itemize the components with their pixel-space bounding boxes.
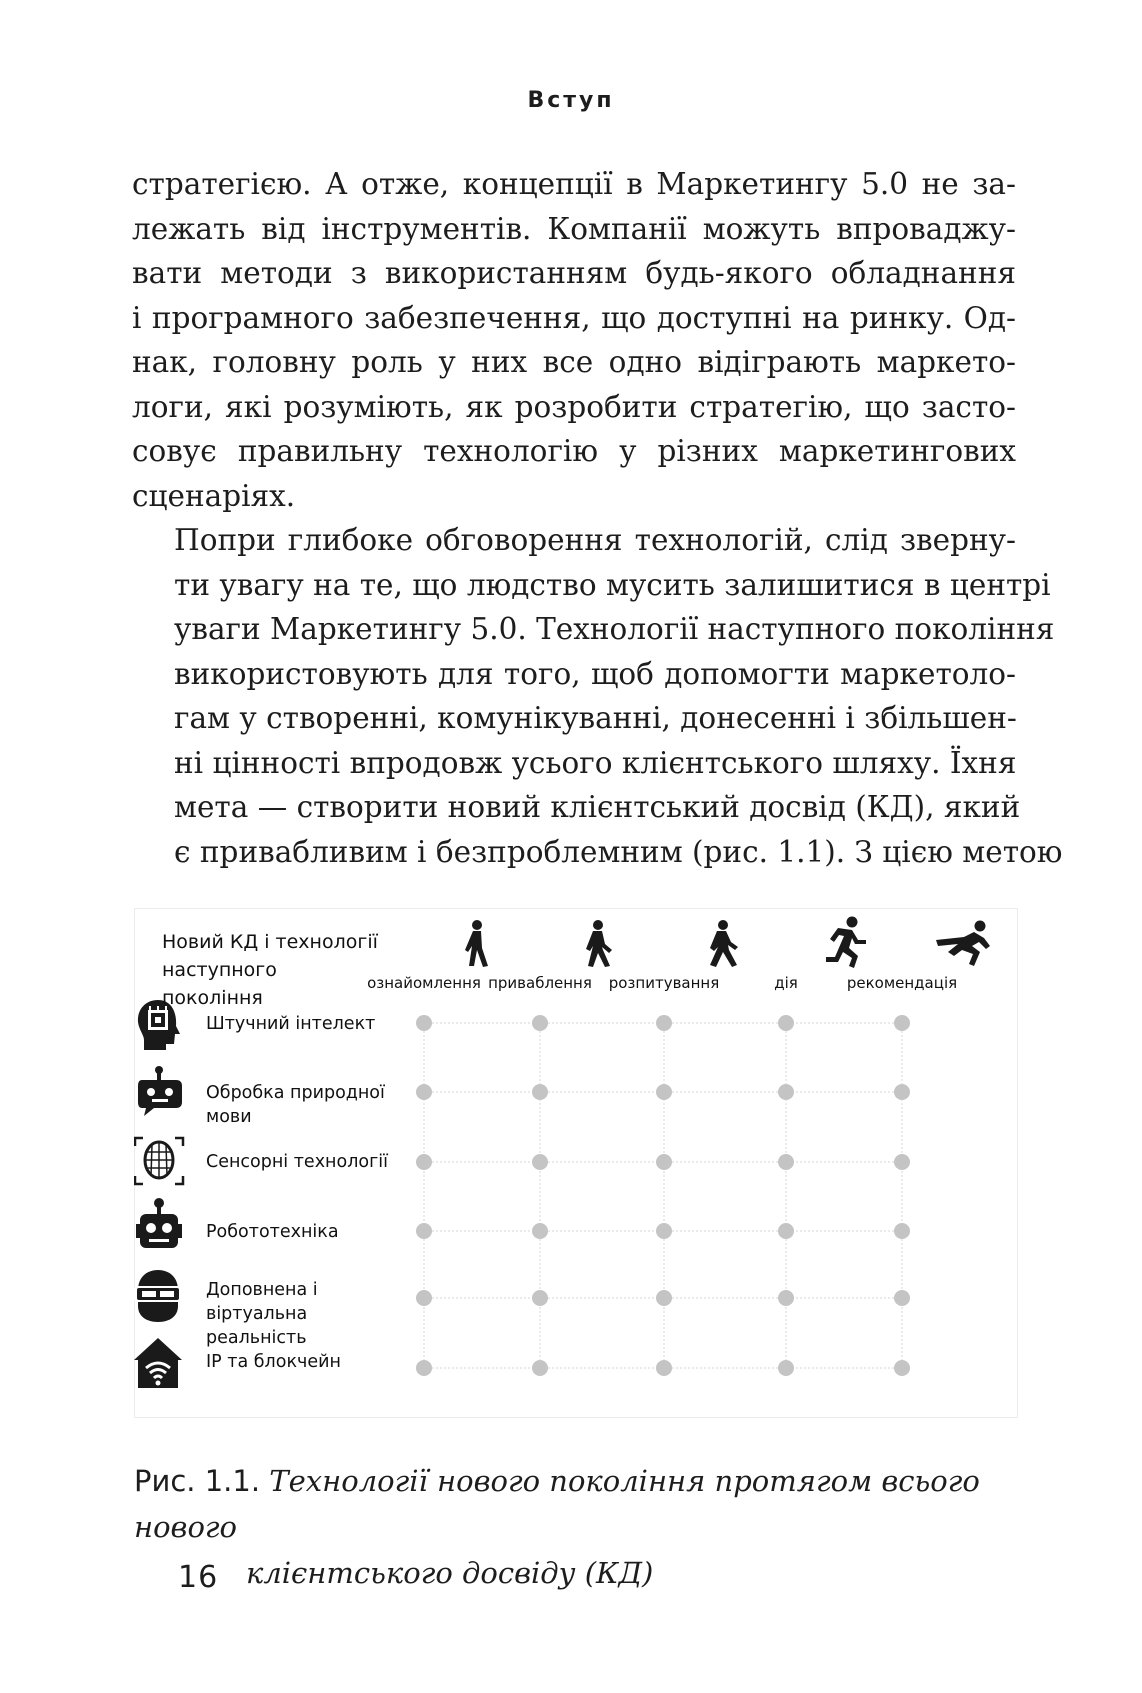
text-line: мета — створити новий клієнтський досвід (КД), який (174, 790, 1021, 824)
figure-technology-matrix (134, 908, 1018, 1418)
figure-title: Новий КД і технології наступного покоління (162, 931, 378, 1009)
text-line: гам у створенні, комунікуванні, донесенні і збільшен- (174, 701, 1017, 735)
text-line: Попри глибоке обговорення технологій, слід зверну- (174, 523, 1016, 557)
text-line: ні цінності впродовж усього клієнтського шляху. Їхня (174, 745, 1017, 780)
matrix-dot (894, 1290, 910, 1306)
text-line: використовують для того, щоб допомогти маркетоло- (174, 656, 1016, 691)
text-line: вати методи з використанням будь-якого обладнання (132, 256, 1016, 290)
matrix-dot (894, 1154, 910, 1170)
matrix-dot (656, 1360, 672, 1376)
matrix-dot (532, 1223, 548, 1239)
paragraph-1 (132, 162, 1016, 518)
figure-caption (134, 1458, 1014, 1596)
text-line: лежать від інструментів. Компанії можуть впроваджу- (132, 211, 1016, 246)
tech-label-sensor: Сенсорні технології (206, 1152, 389, 1172)
text-line: сценаріях. (132, 478, 296, 513)
stage-label-ask: розпитування (608, 974, 720, 992)
matrix-dot (532, 1084, 548, 1100)
text-line: і програмного забезпечення, що доступні на ринку. Од- (132, 300, 1016, 335)
text-line: стратегією. А отже, концепції в Маркетингу 5.0 не за- (132, 167, 1016, 201)
running-header: Вступ (527, 88, 615, 113)
stage-label-appeal: приваблення (488, 974, 592, 992)
tech-label-iot-blockchain: ІР та блокчейн (206, 1352, 341, 1372)
text-line: уваги Маркетингу 5.0. Технології наступного покоління (174, 612, 1055, 646)
caption-text-line1: Технології нового покоління протягом всього нового (134, 1464, 980, 1544)
matrix-dot (532, 1154, 548, 1170)
matrix-dot (894, 1015, 910, 1031)
matrix-dot (532, 1290, 548, 1306)
caption-text-line2: клієнтського досвіду (КД) (246, 1556, 654, 1590)
matrix-dot (656, 1154, 672, 1170)
matrix-dot (532, 1015, 548, 1031)
matrix-dot (656, 1084, 672, 1100)
stage-label-advocate: рекомендація (846, 974, 958, 992)
tech-label-ai: Штучний інтелект (206, 1014, 376, 1034)
stage-label-awareness: ознайомлення (367, 974, 481, 992)
text-line: нак, головну роль у них все одно відіграють маркето- (132, 345, 1016, 379)
matrix-dot (778, 1154, 794, 1170)
page-number: 16 (178, 1560, 219, 1595)
text-line: совує правильну технологію у різних маркетингових (132, 434, 1016, 468)
matrix-dot (894, 1223, 910, 1239)
matrix-dot (778, 1084, 794, 1100)
matrix-dot (778, 1360, 794, 1376)
tech-label-robotics: Робототехніка (206, 1222, 339, 1242)
matrix-dot (416, 1290, 432, 1306)
matrix-dot (778, 1015, 794, 1031)
matrix-dot (894, 1360, 910, 1376)
tech-label-ar-vr: Доповнена і віртуальна реальність (206, 1280, 318, 1348)
paragraph-2 (132, 518, 1063, 874)
caption-label: Рис. 1.1. (134, 1464, 261, 1498)
text-line: ти увагу на те, що людство мусить залишитися в центрі (174, 567, 1051, 602)
stage-label-act: дія (774, 974, 798, 992)
matrix-dot (778, 1223, 794, 1239)
matrix-dot (778, 1290, 794, 1306)
text-line: є привабливим і безпроблемним (рис. 1.1). З цією метою (174, 834, 1063, 869)
text-line: логи, які розуміють, як розробити стратегію, що засто- (132, 389, 1016, 424)
matrix-dot (656, 1290, 672, 1306)
matrix-dot (532, 1360, 548, 1376)
matrix-dot (656, 1223, 672, 1239)
tech-label-nlp: Обробка природної мови (206, 1083, 385, 1127)
body-text (132, 162, 1063, 874)
matrix-dot (656, 1015, 672, 1031)
matrix-dot (894, 1084, 910, 1100)
